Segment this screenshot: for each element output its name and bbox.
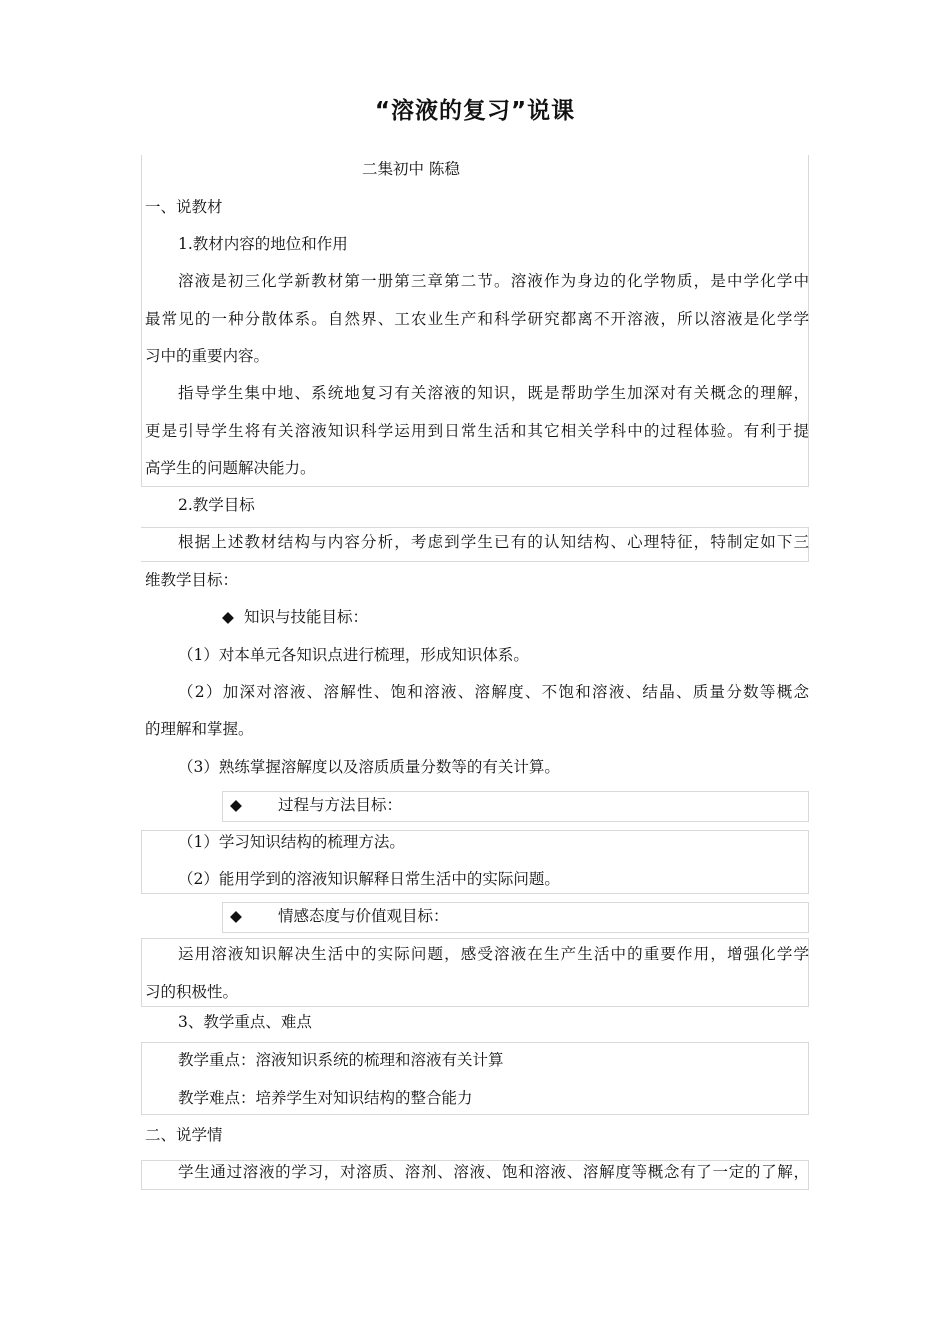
goal-a-item: （3）熟练掌握溶解度以及溶质质量分数等的有关计算。 <box>178 758 560 776</box>
goal-a-item: （1）对本单元各知识点进行梳理，形成知识体系。 <box>178 646 529 664</box>
paragraph-line: 指导学生集中地、系统地复习有关溶液的知识，既是帮助学生加深对有关概念的理解， <box>178 384 809 402</box>
goal-c-item: 运用溶液知识解决生活中的实际问题，感受溶液在生产生活中的重要作用，增强化学学 <box>178 945 809 963</box>
difficult-point: 教学难点：培养学生对知识结构的整合能力 <box>178 1089 473 1107</box>
document-title: “溶液的复习”说课 <box>374 98 576 124</box>
key-point: 教学重点：溶液知识系统的梳理和溶液有关计算 <box>178 1051 504 1069</box>
goal-b-item: （2）能用学到的溶液知识解释日常生活中的实际问题。 <box>178 870 560 888</box>
paragraph-line: 维教学目标： <box>145 571 239 589</box>
author-line: 二集初中 陈稳 <box>362 160 460 178</box>
paragraph-line: 高学生的问题解决能力。 <box>145 459 316 477</box>
goal-b-title: ◆ 过程与方法目标： <box>230 796 403 814</box>
subsection-1-heading: 1.教材内容的地位和作用 <box>178 235 348 253</box>
goal-b-item: （1）学习知识结构的梳理方法。 <box>178 833 405 851</box>
section-2-heading: 二、说学情 <box>145 1126 223 1144</box>
paragraph-line: 溶液是初三化学新教材第一册第三章第二节。溶液作为身边的化学物质，是中学化学中 <box>178 272 809 290</box>
goal-c-item: 习的积极性。 <box>145 983 239 1001</box>
diamond-bullet-icon: ◆ <box>230 907 242 925</box>
paragraph-line: 最常见的一种分散体系。自然界、工农业生产和科学研究都离不开溶液，所以溶液是化学学 <box>145 310 809 328</box>
goal-a-item: （2）加深对溶液、溶解性、饱和溶液、溶解度、不饱和溶液、结晶、质量分数等概念 <box>178 683 809 701</box>
paragraph-line: 根据上述教材结构与内容分析，考虑到学生已有的认知结构、心理特征，特制定如下三 <box>178 533 809 551</box>
paragraph-line: 习中的重要内容。 <box>145 347 270 365</box>
section-1-heading: 一、说教材 <box>145 198 223 216</box>
subsection-3-heading: 3、教学重点、难点 <box>178 1013 312 1031</box>
paragraph-line: 更是引导学生将有关溶液知识科学运用到日常生活和其它相关学科中的过程体验。有利于提 <box>145 422 809 440</box>
goal-a-item: 的理解和掌握。 <box>145 720 254 738</box>
goal-c-title: ◆ 情感态度与价值观目标： <box>230 907 449 925</box>
diamond-bullet-icon: ◆ <box>230 796 242 814</box>
diamond-bullet-icon: ◆ <box>222 608 234 626</box>
subsection-2-heading: 2.教学目标 <box>178 496 255 514</box>
goal-a-title: ◆ 知识与技能目标： <box>222 608 369 626</box>
paragraph-line: 学生通过溶液的学习，对溶质、溶剂、溶液、饱和溶液、溶解度等概念有了一定的了解， <box>178 1163 809 1181</box>
